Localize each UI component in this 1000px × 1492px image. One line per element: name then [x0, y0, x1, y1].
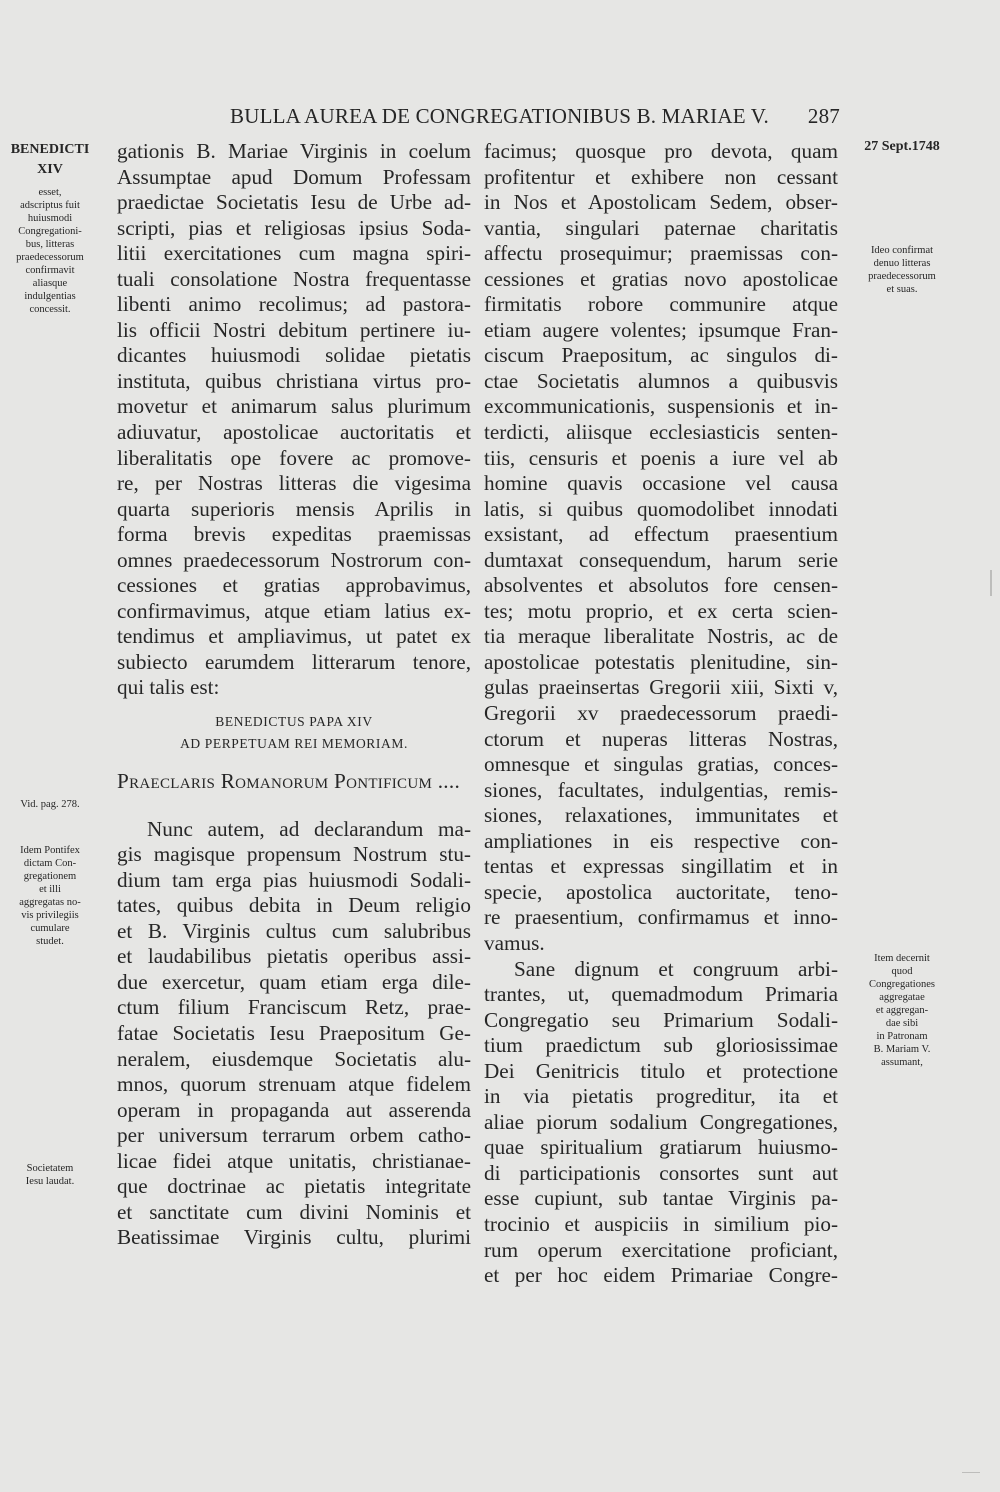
text-line: forma brevis expeditas praemissas: [117, 522, 471, 547]
margin-note-line: et illi: [39, 884, 61, 895]
margin-note-line: in Patronam: [876, 1031, 928, 1042]
margin-date: 27 Sept.1748: [864, 139, 940, 154]
text-line: absolventes et absolutos fore censen-: [484, 573, 838, 598]
margin-note-line: Societatem: [26, 1163, 74, 1174]
text-line: due exercetur, quam etiam erga dile-: [117, 969, 471, 994]
margin-note-right-1: [852, 244, 952, 296]
margin-note-line: esset,: [38, 187, 62, 198]
text-line: specie, apostolica auctoritate, teno-: [484, 879, 838, 904]
text-line: siones, relaxationes, immunitates et: [484, 803, 838, 828]
text-column-right: [484, 139, 838, 1289]
text-line: lis officii Nostri debitum pertinere iu-: [117, 317, 471, 342]
margin-note-line: studet.: [36, 936, 64, 947]
text-line: confirmavimus, atque etiam latius ex-: [117, 598, 471, 623]
text-line: gationis B. Mariae Virginis in coelum: [117, 139, 471, 163]
text-line: Gregorii xv praedecessorum praedi-: [484, 701, 838, 726]
margin-note-left-2: [2, 798, 98, 811]
spacer: [117, 795, 471, 817]
margin-note-line: Idem Pontifex: [20, 845, 80, 856]
margin-note-line: Vid. pag. 278.: [20, 799, 80, 810]
text-line: Nunc autem, ad declarandum ma-: [147, 816, 471, 841]
page-number: 287: [807, 104, 840, 128]
text-line: movetur et animarum salus plurimum: [117, 394, 471, 419]
text-line: dumtaxat consequendum, harum serie: [484, 547, 838, 572]
text-line: mnos, quorum strenuam atque fidelem: [117, 1072, 471, 1097]
text-line: apostolicae potestatis plenitudine, sin-: [484, 649, 838, 674]
margin-note-line: confirmavit: [25, 265, 75, 276]
paragraph: [484, 139, 838, 957]
text-line: di participationis consortes sunt aut: [484, 1160, 838, 1185]
bull-heading-1: BENEDICTUS PAPA XIV: [215, 714, 373, 730]
text-line: ampliationes in eis respective con-: [484, 828, 838, 853]
running-head-pontiff: [2, 140, 98, 180]
margin-note-line: denuo litteras: [873, 258, 931, 269]
text-line: adiuvatur, apostolicae auctoritatis et: [117, 420, 471, 445]
text-line: scripti, pias et religiosas ipsius Soda-: [117, 215, 471, 240]
margin-note-line: cumulare: [30, 923, 70, 934]
margin-note-line: aggregatas no-: [19, 897, 81, 908]
margin-note-line: dictam Con-: [23, 858, 77, 869]
bull-incipit: Praeclaris Romanorum Pontificum ....: [117, 769, 461, 794]
margin-note-line: Congregationes: [869, 979, 935, 990]
text-line: omnes praedecessorum Nostrorum con-: [117, 547, 471, 572]
scan-artifact: [990, 570, 992, 596]
scan-artifact: [962, 1472, 980, 1473]
margin-note-line: Item decernit: [874, 953, 930, 964]
margin-note-line: Iesu laudat.: [25, 1176, 75, 1187]
text-line: vamus.: [484, 930, 545, 955]
text-line: liberalitatis ope fovere ac promove-: [117, 445, 471, 470]
paragraph: [117, 139, 471, 701]
text-line: terdicti, aliisque ecclesiasticis senten-: [484, 420, 838, 445]
margin-note-line: assumant,: [881, 1057, 923, 1068]
text-line: quae spiritualium gratiarum huiusmo-: [484, 1135, 838, 1160]
text-line: in via pietatis progreditur, ita et: [484, 1084, 838, 1109]
text-line: vantia, singulari paternae charitatis: [484, 215, 838, 240]
text-line: subiecto earumdem litterarum tenore,: [117, 649, 471, 674]
text-line: neralem, eiusdemque Societatis alu-: [117, 1046, 471, 1071]
text-line: tentas et expressas singillatim et in: [484, 854, 838, 879]
running-head-line-2: XIV: [37, 162, 63, 177]
text-line: firmitatis robore communire atque: [484, 292, 838, 317]
running-head-line-1: BENEDICTI: [10, 142, 90, 157]
text-line: esse cupiunt, sub tantae Virginis pa-: [484, 1186, 838, 1211]
text-line: per universum terrarum orbem catho-: [117, 1123, 471, 1148]
bull-heading-2: AD PERPETUAM REI MEMORIAM.: [180, 736, 408, 752]
text-line: et sanctitate cum divini Nominis et: [117, 1199, 471, 1224]
text-line: omnesque et singulas gratias, conces-: [484, 752, 838, 777]
margin-note-line: praedecessorum: [16, 252, 84, 263]
margin-note-line: huiusmodi: [27, 213, 73, 224]
text-line: dium tam erga pias huiusmodi Sodali-: [117, 867, 471, 892]
margin-note-line: gregationem: [23, 871, 77, 882]
text-line: Congregatio seu Primarium Sodali-: [484, 1007, 838, 1032]
text-line: profitentur et exhibere non cessant: [484, 164, 838, 189]
text-line: latis, si quibus quomodolibet innodati: [484, 496, 838, 521]
margin-note-line: adscriptus fuit: [20, 200, 80, 211]
text-line: instituta, quibus christiana virtus pro-: [117, 368, 471, 393]
margin-note-left-1: [2, 186, 98, 316]
text-line: siones, facultates, indulgentias, remis-: [484, 777, 838, 802]
text-line: excommunicationis, suspensionis et in-: [484, 394, 838, 419]
text-line: cessiones et gratias approbavimus,: [117, 573, 471, 598]
text-line: ciscum Praepositum, ac singulos di-: [484, 343, 838, 368]
text-line: fatae Societatis Iesu Praepositum Ge-: [117, 1020, 471, 1045]
margin-note-left-3: [2, 844, 98, 948]
text-column-left: [117, 139, 471, 1251]
text-line: trantes, ut, quemadmodum Primaria: [484, 982, 838, 1007]
margin-note-line: et suas.: [886, 284, 918, 295]
text-line: trocinio et auspiciis in similium pio-: [484, 1211, 838, 1236]
header-title: BULLA AUREA DE CONGREGATIONIBUS B. MARIAE V.: [230, 104, 769, 128]
text-line: tuali consolatione Nostra frequentasse: [117, 266, 471, 291]
text-line: ctae Societatis alumnos a quibusvis: [484, 368, 838, 393]
text-line: dicantes huiusmodi solidae pietatis: [117, 343, 471, 368]
text-line: tiis, censuris et poenis a iure vel ab: [484, 445, 838, 470]
text-line: litii exercitationes cum magna spiri-: [117, 241, 471, 266]
text-line: et laudabilibus pietatis operibus assi-: [117, 944, 471, 969]
text-line: ctum filium Franciscum Retz, prae-: [117, 995, 471, 1020]
margin-note-line: Congregationi-: [18, 226, 82, 237]
text-line: rum operum exercitatione proficiant,: [484, 1237, 838, 1262]
running-header: [230, 104, 840, 129]
text-line: tia meraque liberalitate Nostris, ac de: [484, 624, 838, 649]
margin-note-line: bus, litteras: [25, 239, 75, 250]
text-line: tes; motu proprio, et ex certa scien-: [484, 598, 838, 623]
text-line: in Nos et Apostolicam Sedem, obser-: [484, 190, 838, 215]
text-line: exsistant, ad effectum praesentium: [484, 522, 838, 547]
text-line: aliae piorum sodalium Congregationes,: [484, 1109, 838, 1134]
margin-note-line: aliasque: [32, 278, 68, 289]
text-line: Assumptae apud Domum Professam: [117, 164, 471, 189]
text-line: qui talis est:: [117, 675, 220, 700]
text-line: ctorum et nuperas litteras Nostras,: [484, 726, 838, 751]
text-line: tendimus et ampliavimus, ut patet ex: [117, 624, 471, 649]
text-line: homine quavis occasione vel causa: [484, 471, 838, 496]
text-line: et per hoc eidem Primariae Congre-: [484, 1263, 838, 1288]
text-line: Sane dignum et congruum arbi-: [514, 956, 838, 981]
text-line: re praesentium, confirmamus et inno-: [484, 905, 838, 930]
margin-note-line: B. Mariam V.: [873, 1044, 931, 1055]
margin-note-line: quod: [891, 966, 913, 977]
text-line: Dei Genitricis titulo et protectione: [484, 1058, 838, 1083]
text-line: gulas praeinsertas Gregorii xiii, Sixti v,: [484, 675, 838, 700]
margin-note-left-4: [2, 1162, 98, 1188]
text-line: gis magisque propensum Nostrum stu-: [117, 842, 471, 867]
margin-note-line: Ideo confirmat: [870, 245, 934, 256]
margin-note-line: concessit.: [29, 304, 71, 315]
margin-note-line: aggregatae: [879, 992, 925, 1003]
text-line: facimus; quosque pro devota, quam: [484, 139, 838, 163]
paragraph: [484, 957, 838, 1289]
margin-note-line: dae sibi: [885, 1018, 919, 1029]
text-line: affectu prosequimur; praemissas con-: [484, 241, 838, 266]
text-line: et B. Virginis cultus cum salubribus: [117, 918, 471, 943]
text-line: re, per Nostras litteras die vigesima: [117, 471, 471, 496]
spacer: [117, 755, 471, 769]
text-line: licae fidei atque unitatis, christianae-: [117, 1148, 471, 1173]
text-line: libenti animo recolimus; ad pastora-: [117, 292, 471, 317]
text-line: etiam augere volentes; ipsumque Fran-: [484, 317, 838, 342]
text-line: operam in propaganda aut asserenda: [117, 1097, 471, 1122]
text-line: que doctrinae ac pietatis integritate: [117, 1174, 471, 1199]
margin-note-right-2: [852, 952, 952, 1069]
text-line: tium praedictum sub gloriosissimae: [484, 1033, 838, 1058]
text-line: cessiones et gratias novo apostolicae: [484, 266, 838, 291]
margin-note-line: et aggregan-: [875, 1005, 929, 1016]
paragraph: [117, 817, 471, 1251]
text-line: Beatissimae Virginis cultu, plurimi: [117, 1225, 471, 1250]
text-line: quarta superioris mensis Aprilis in: [117, 496, 471, 521]
margin-note-line: vis privilegiis: [21, 910, 79, 921]
text-line: tates, quibus debita in Deum religio: [117, 893, 471, 918]
margin-note-line: indulgentias: [24, 291, 76, 302]
margin-note-line: praedecessorum: [868, 271, 936, 282]
spacer: [117, 701, 471, 711]
text-line: praedictae Societatis Iesu de Urbe ad-: [117, 190, 471, 215]
